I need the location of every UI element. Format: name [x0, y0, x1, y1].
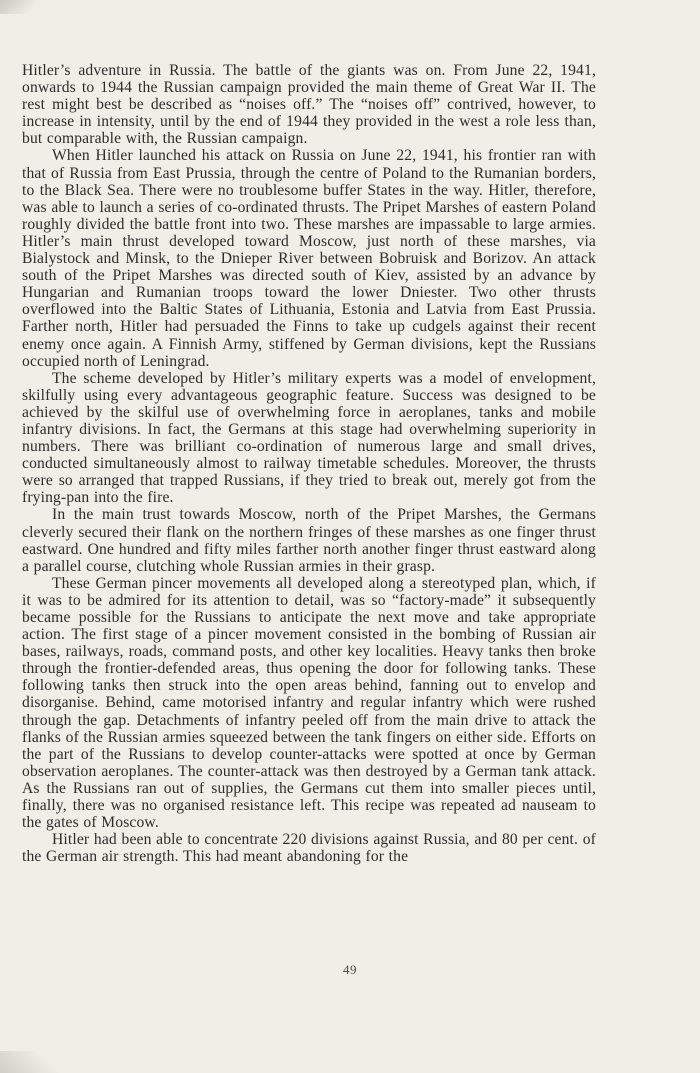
paragraph-moscow-thrust: In the main trust towards Moscow, north of the Pripet Marshes, the Germans cleverly secured their flank on the northern fringes of these marshes as one finger thrust eastward. One hundred and fifty miles farther north another finger thrust eastward along a parallel course, clutching whole Russian armies in their grasp. — [22, 506, 596, 575]
page-corner-shading — [0, 1051, 60, 1073]
page-number: 49 — [343, 962, 357, 977]
paragraph-continuation: Hitler’s adventure in Russia. The battle of the giants was on. From June 22, 1941, onwards to 1944 the Russian campaign provided the main theme of Great War II. The rest might best be described as “noises off.” The “noises off” contrived, however, to increase in intensity, until by the end of 1944 they provided in the west a role less than, but comparable with, the Russian campaign. — [22, 62, 596, 148]
paragraph-divisions: Hitler had been able to concentrate 220 divisions against Russia, and 80 per cent. of the German air strength. This had meant abandoning for the — [22, 831, 596, 866]
paragraph-pincer-movements: These German pincer movements all developed along a stereotyped plan, which, if it was to be admired for its attention to detail, was so “factory-made” it subsequently became possible for the Russians to anticipate the next move and take appropriate action. The first stage of a pincer movement consisted in the bombing of Russian air bases, railways, roads, command posts, and other key localities. Heavy tanks then broke through the frontier-defended areas, thus opening the door for following tanks. These following tanks then struck into the open areas behind, fanning out to envelop and disorganise. Behind, came motorised infantry and regular infantry which were rushed through the gap. Detachments of infantry peeled off from the main drive to attack the flanks of the Russian armies squeezed between the tank fingers on either side. Efforts on the part of the Russians to develop counter-attacks were spotted at once by German observation aeroplanes. The counter-attack was then destroyed by a German tank attack. As the Russians ran out of supplies, the Germans cut them into smaller pieces until, finally, there was no organised resistance left. This recipe was repeated ad nauseam to the gates of Moscow. — [22, 574, 596, 832]
paragraph-envelopment-scheme: The scheme developed by Hitler’s military experts was a model of envelopment, skilfully using every advantageous geographic feature. Success was designed to be achieved by the skilful use of overwhelming force in aeroplanes, tanks and mobile infantry divisions. In fact, the Germans at this stage had overwhelming superiority in numbers. There was brilliant co-ordination of numerous large and small drives, conducted simultaneously almost to railway timetable schedules. Moreover, the thrusts were so arranged that trapped Russians, if they tried to break out, merely got from the frying-pan into the fire. — [22, 369, 596, 507]
page-corner-shading — [0, 0, 40, 14]
paragraph-hitler-attack: When Hitler launched his attack on Russia on June 22, 1941, his frontier ran with that of Russia from East Prussia, through the centre of Poland to the Rumanian borders, to the Black Sea. There were no troublesome buffer States in the way. Hitler, therefore, was able to launch a series of co-ordinated thrusts. The Pripet Marshes of eastern Poland roughly divided the battle front into two. These marshes are impassable to large armies. Hitler’s main thrust developed toward Moscow, just north of these marshes, via Bialystock and Minsk, to the Dnieper River between Bobruisk and Borizov. An attack south of the Pripet Marshes was directed south of Kiev, assisted by an advance by Hungarian and Rumanian troops toward the lower Dniester. Two other thrusts overflowed into the Baltic States of Lithuania, Estonia and Latvia from East Prussia. Farther north, Hitler had persuaded the Finns to take up cudgels against their recent enemy once again. A Finnish Army, stiffened by German divisions, kept the Russians occupied north of Leningrad. — [22, 147, 596, 370]
body-text — [22, 62, 596, 865]
